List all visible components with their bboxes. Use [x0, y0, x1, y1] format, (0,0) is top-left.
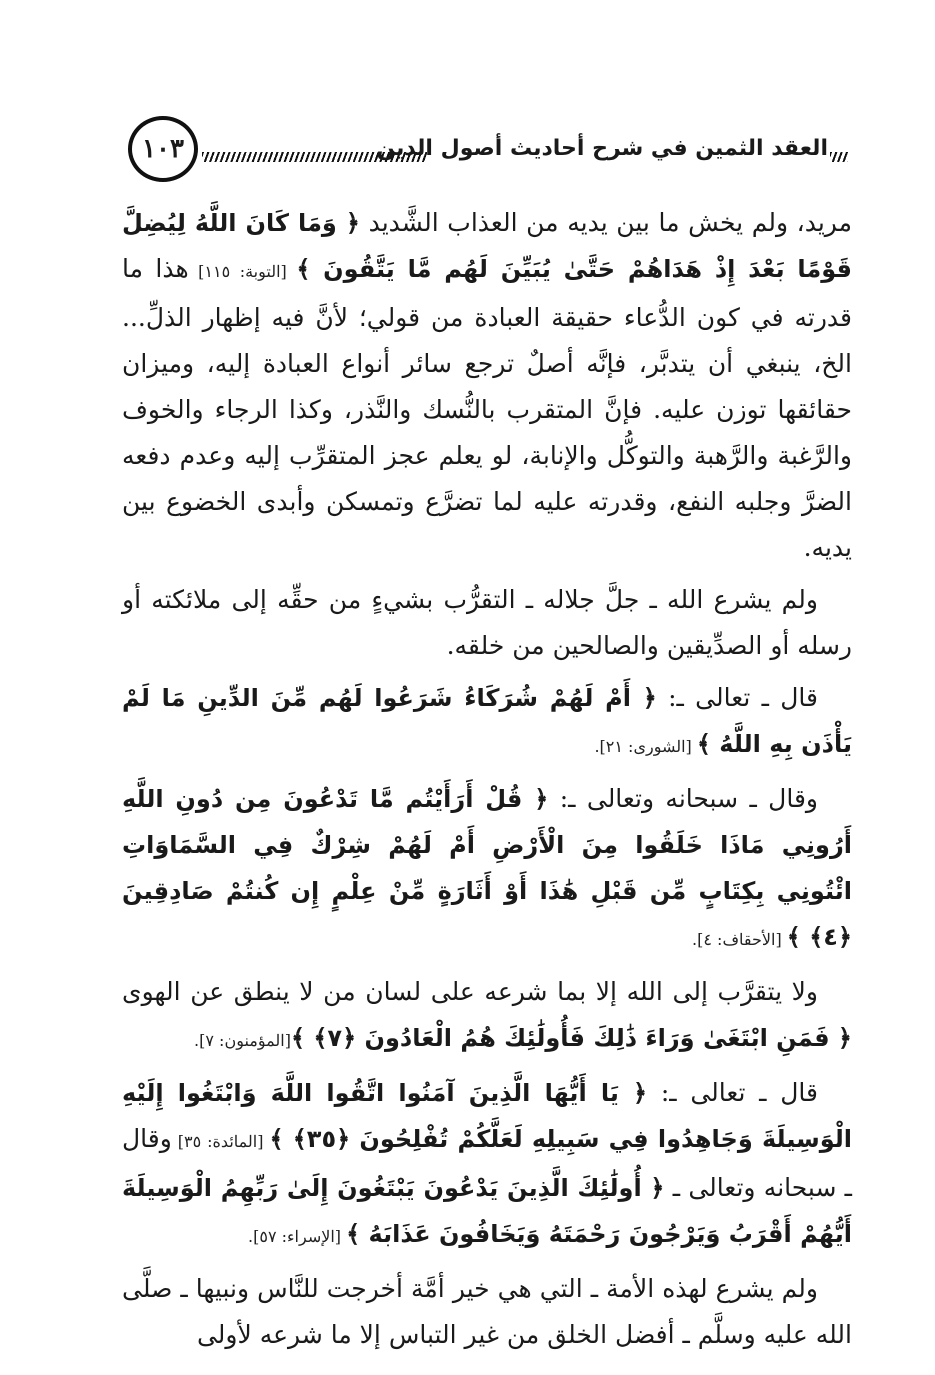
paragraph-7	[122, 1266, 852, 1358]
page-number: ١٠٣	[128, 116, 198, 182]
running-title: العقد الثمين في شرح أحاديث أصول الدين	[376, 136, 828, 161]
verse-reference: [التوبة: ١١٥]	[188, 262, 297, 281]
body-text: وقال ـ سبحانه وتعالى ـ:	[548, 784, 818, 813]
quran-verse: ﴿ أُولَٰئِكَ الَّذِينَ يَدْعُونَ يَبْتَغُونَ إِلَىٰ رَبِّهِمُ الْوَسِيلَةَ أَيُّهُمْ أَقْرَبُ وَيَرْجُونَ رَحْمَتَهُ وَيَخَافُونَ عَذَابَهُ ﴾	[122, 1174, 852, 1248]
paragraph-3	[122, 675, 852, 770]
body-text: وقال ـ سبحانه وتعالى ـ	[122, 1124, 853, 1202]
paragraph-5	[122, 969, 852, 1064]
paragraph-6	[122, 1070, 852, 1260]
verse-reference: [الإسراء: ٥٧].	[248, 1227, 347, 1246]
verse-reference: [المائدة: ٣٥]	[171, 1132, 270, 1151]
verse-reference: [المؤمنون: ٧].	[194, 1031, 291, 1050]
decorative-rule-right	[830, 152, 848, 162]
body-text: مريد، ولم يخش ما بين يديه من العذاب الشَّديد	[359, 208, 852, 237]
quran-verse: ﴿ أَمْ لَهُمْ شُرَكَاءُ شَرَعُوا لَهُم مِّنَ الدِّينِ مَا لَمْ يَأْذَن بِهِ اللَّهُ ﴾	[122, 684, 852, 758]
body-text: قال ـ تعالى ـ:	[656, 683, 818, 712]
quran-verse: ﴿ قُلْ أَرَأَيْتُم مَّا تَدْعُونَ مِن دُونِ اللَّهِ أَرُونِي مَاذَا خَلَقُوا مِنَ الْأَرْضِ أَمْ لَهُمْ شِرْكٌ فِي السَّمَاوَاتِ ائْتُونِي بِكِتَابٍ مِّن قَبْلِ هَٰذَا أَوْ أَثَارَةٍ مِّنْ عِلْمٍ إِن كُنتُمْ صَادِقِينَ ﴿٤﴾ ﴾	[122, 785, 852, 951]
body-text: هذا ما قدرته في كون الدُّعاء حقيقة العبادة من قولي؛ لأنَّ فيه إظهار الذلِّ... الخ، ينبغي أن يتدبَّر، فإنَّه أصلٌ ترجع سائر أنواع العبادة إليه، وميزان حقائقها توزن عليه. فإنَّ المتقرب بالنُّسك والنَّذر، وكذا الرجاء والخوف والرَّغبة والرَّهبة والتوكُّل والإنابة، لو يعلم عجز المتقرِّب إليه وعدم دفعه الضرَّ وجلبه النفع، وقدرته عليه لما تضرَّع وتمسكن وأبدى الخضوع بين يديه.	[122, 254, 852, 562]
page-body	[122, 200, 852, 1364]
paragraph-1	[122, 200, 852, 571]
quran-verse: ﴿ فَمَنِ ابْتَغَىٰ وَرَاءَ ذَٰلِكَ فَأُولَٰئِكَ هُمُ الْعَادُونَ ﴿٧﴾ ﴾	[290, 1024, 852, 1052]
verse-reference: [الشورى: ٢١].	[594, 737, 697, 756]
running-header	[128, 112, 848, 190]
body-text: ولا يتقرَّب إلى الله إلا بما شرعه على لسان من لا ينطق عن الهوى	[122, 977, 818, 1006]
quran-verse: ﴿ وَمَا كَانَ اللَّهُ لِيُضِلَّ قَوْمًا بَعْدَ إِذْ هَدَاهُمْ حَتَّىٰ يُبَيِّنَ لَهُم مَّا يَتَّقُونَ ﴾	[122, 209, 852, 283]
body-text: قال ـ تعالى ـ:	[647, 1078, 818, 1107]
body-text: ولم يشرع الله ـ جلَّ جلاله ـ التقرُّب بشيءٍ من حقِّه إلى ملائكته أو رسله أو الصدِّيقين والصالحين من خلقه.	[122, 585, 852, 660]
quran-verse: ﴿ يَا أَيُّهَا الَّذِينَ آمَنُوا اتَّقُوا اللَّهَ وَابْتَغُوا إِلَيْهِ الْوَسِيلَةَ وَجَاهِدُوا فِي سَبِيلِهِ لَعَلَّكُمْ تُفْلِحُونَ ﴿٣٥﴾ ﴾	[122, 1079, 853, 1153]
verse-reference: [الأحقاف: ٤].	[692, 930, 787, 949]
paragraph-2	[122, 577, 852, 669]
body-text: ولم يشرع لهذه الأمة ـ التي هي خير أمَّة أخرجت للنَّاس ونبيها ـ صلَّى الله عليه وسلَّم ـ أفضل الخلق من غير التباس إلا ما شرعه لأولى	[122, 1274, 852, 1349]
paragraph-4	[122, 776, 852, 963]
